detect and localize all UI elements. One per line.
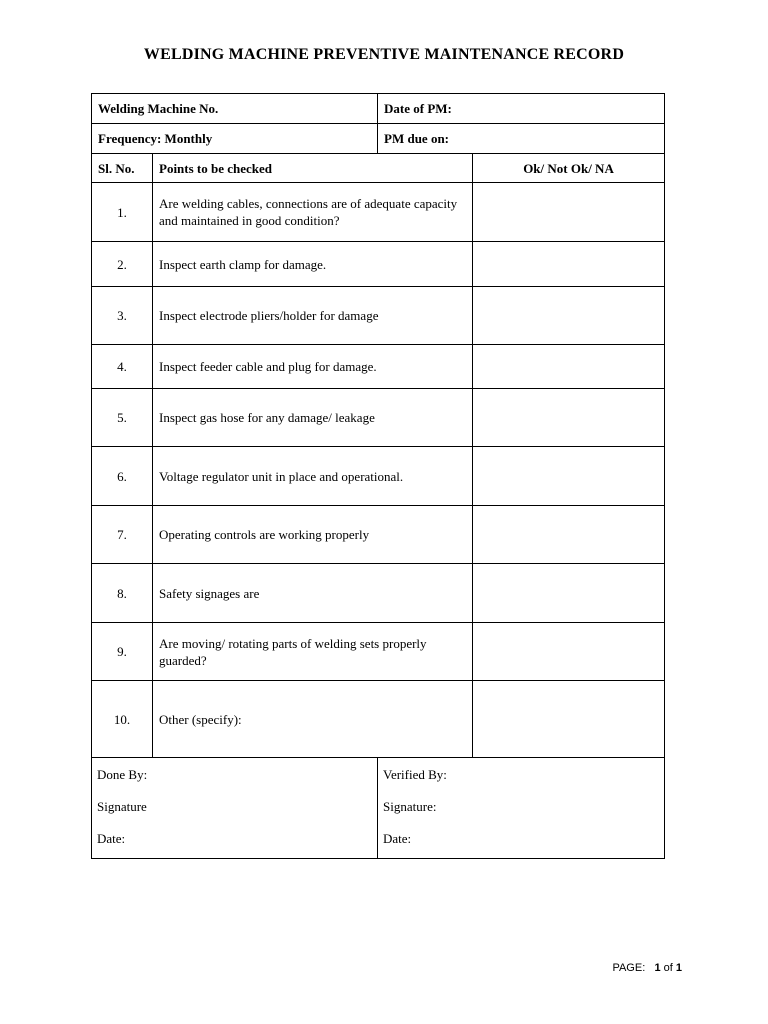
page-total: 1 [675, 962, 682, 974]
column-header-row [92, 154, 665, 183]
check-point: Safety signages are [153, 564, 473, 623]
check-status-cell[interactable] [473, 287, 665, 345]
check-row [92, 506, 665, 564]
check-number: 4. [92, 345, 153, 389]
check-row [92, 242, 665, 287]
check-row [92, 447, 665, 506]
machine-no-field[interactable]: Welding Machine No. [92, 94, 378, 124]
done-by-block [92, 758, 378, 859]
column-header-status: Ok/ Not Ok/ NA [473, 154, 665, 183]
check-row [92, 287, 665, 345]
check-row [92, 389, 665, 447]
check-number: 6. [92, 447, 153, 506]
header-row-frequency [92, 124, 665, 154]
check-point: Are moving/ rotating parts of welding sets properly guarded? [153, 623, 473, 681]
page-number [612, 962, 682, 974]
check-point: Inspect electrode pliers/holder for damage [153, 287, 473, 345]
verified-by-block [378, 758, 665, 859]
check-status-cell[interactable] [473, 506, 665, 564]
date-of-pm-field[interactable]: Date of PM: [378, 94, 665, 124]
page-current: 1 [654, 962, 661, 974]
check-number: 9. [92, 623, 153, 681]
signoff-row [92, 758, 665, 859]
check-point: Inspect feeder cable and plug for damage. [153, 345, 473, 389]
check-number: 10. [92, 681, 153, 758]
check-point: Voltage regulator unit in place and operational. [153, 447, 473, 506]
check-point: Other (specify): [153, 681, 473, 758]
verified-by-date-field[interactable]: Date: [383, 831, 412, 846]
page-of: of [663, 962, 673, 974]
check-point: Are welding cables, connections are of adequate capacity and maintained in good condition? [153, 183, 473, 242]
check-status-cell[interactable] [473, 564, 665, 623]
check-row [92, 681, 665, 758]
done-by-date-field[interactable]: Date: [97, 831, 126, 846]
check-row [92, 183, 665, 242]
column-header-points: Points to be checked [153, 154, 473, 183]
page-title: WELDING MACHINE PREVENTIVE MAINTENANCE RECORD [143, 46, 625, 63]
verified-by-signature-field[interactable]: Signature: [383, 799, 437, 814]
check-number: 1. [92, 183, 153, 242]
check-point: Inspect gas hose for any damage/ leakage [153, 389, 473, 447]
check-point: Operating controls are working properly [153, 506, 473, 564]
check-row [92, 345, 665, 389]
check-number: 5. [92, 389, 153, 447]
check-status-cell[interactable] [473, 242, 665, 287]
check-status-cell[interactable] [473, 389, 665, 447]
check-status-cell[interactable] [473, 681, 665, 758]
check-status-cell[interactable] [473, 345, 665, 389]
check-number: 8. [92, 564, 153, 623]
header-row-machine [92, 94, 665, 124]
frequency-field: Frequency: Monthly [92, 124, 378, 154]
verified-by-field[interactable]: Verified By: [383, 767, 447, 782]
done-by-field[interactable]: Done By: [97, 767, 148, 782]
check-number: 3. [92, 287, 153, 345]
page-label: PAGE: [612, 962, 646, 974]
check-row [92, 564, 665, 623]
done-by-signature-field[interactable]: Signature [97, 799, 147, 814]
check-status-cell[interactable] [473, 183, 665, 242]
pm-due-on-field[interactable]: PM due on: [378, 124, 665, 154]
check-status-cell[interactable] [473, 447, 665, 506]
maintenance-record-table [91, 93, 665, 859]
check-point: Inspect earth clamp for damage. [153, 242, 473, 287]
check-status-cell[interactable] [473, 623, 665, 681]
check-number: 2. [92, 242, 153, 287]
check-number: 7. [92, 506, 153, 564]
column-header-sl-no: Sl. No. [92, 154, 153, 183]
check-row [92, 623, 665, 681]
